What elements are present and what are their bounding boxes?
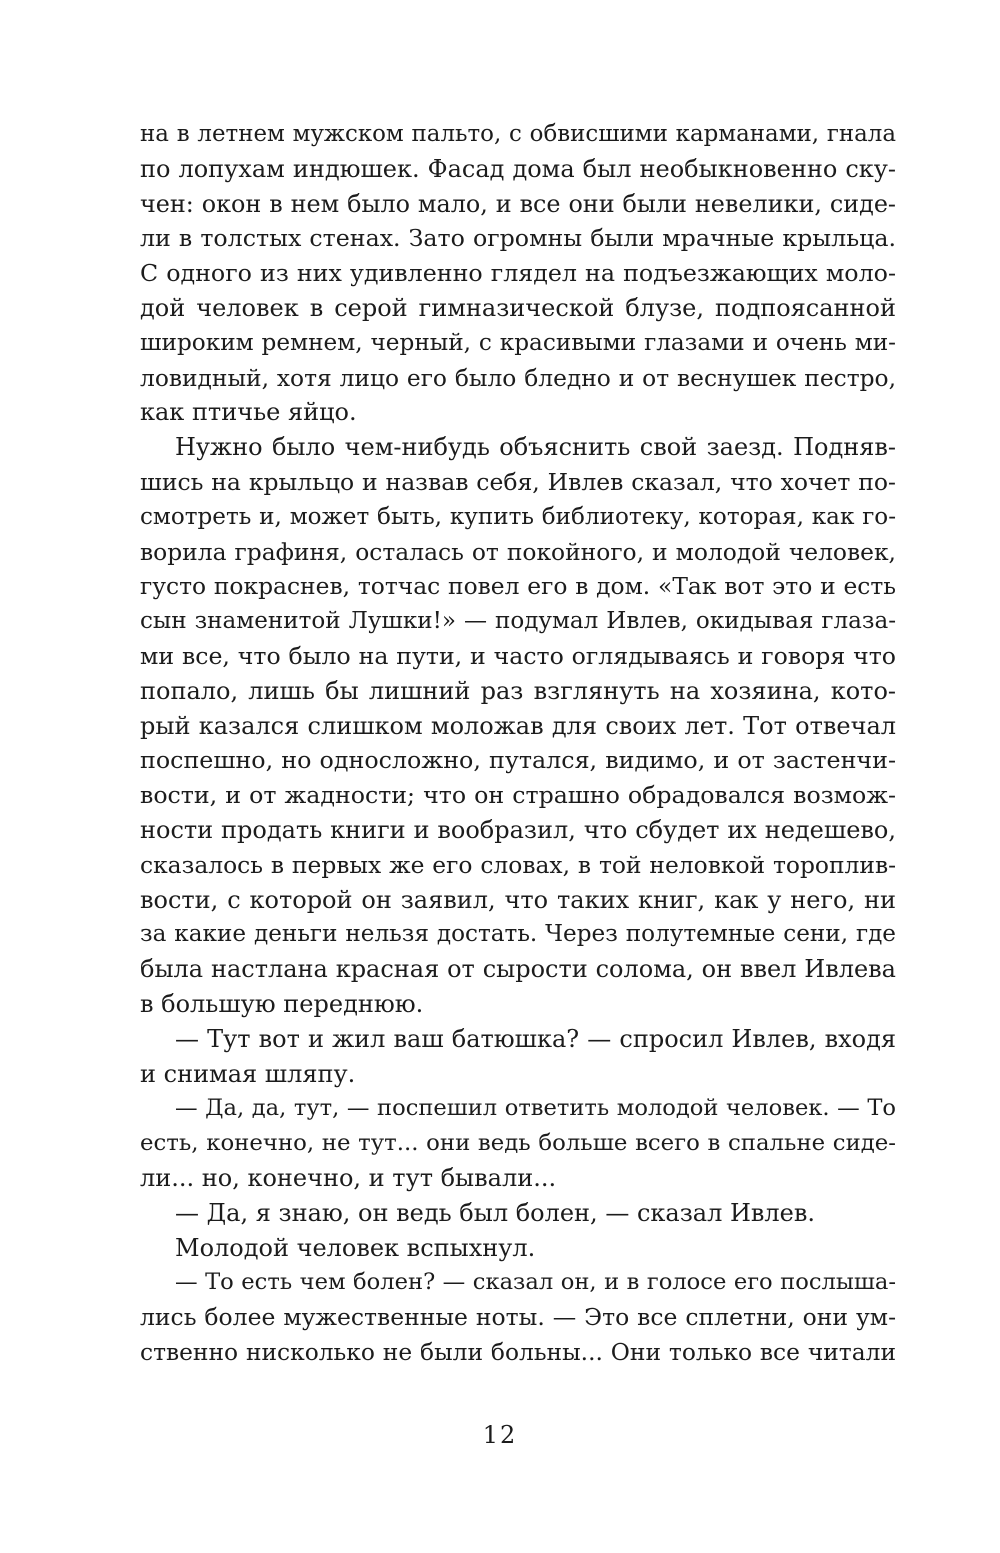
text-line: и снимая шляпу. — [140, 1059, 356, 1088]
text-line: — То есть чем болен? — сказал он, и в голосе его послыша- — [175, 1269, 896, 1296]
text-line: лись более мужественные ноты. — Это все сплетни, они ум- — [140, 1303, 896, 1332]
text-line: попало, лишь бы лишний раз взглянуть на хозяина, кото- — [140, 676, 896, 705]
text-line: ли в толстых стенах. Зато огромны были мрачные крыльца. — [140, 224, 896, 253]
text-line: густо покраснев, тотчас повел его в дом. «Так вот это и есть — [140, 572, 896, 601]
text-line: в большую переднюю. — [140, 989, 424, 1018]
text-line: ственно нисколько не были больны... Они только все читали — [140, 1337, 896, 1366]
text-line: ловидный, хотя лицо его было бледно и от веснушек пестро, — [140, 363, 896, 392]
text-line: поспешно, но односложно, путался, видимо, и от застенчи- — [140, 746, 896, 775]
text-line: шись на крыльцо и назвав себя, Ивлев сказал, что хочет по- — [140, 467, 896, 496]
text-line: по лопухам индюшек. Фасад дома был необыкновенно ску- — [140, 154, 896, 183]
text-line: Молодой человек вспыхнул. — [175, 1233, 536, 1262]
text-line: дой человек в серой гимназической блузе, подпоясанной — [140, 293, 896, 322]
text-line: ворила графиня, осталась от покойного, и молодой человек, — [140, 537, 896, 566]
text-line: за какие деньги нельзя достать. Через полутемные сени, где — [140, 921, 896, 948]
text-line: смотреть и, может быть, купить библиотеку, которая, как го- — [140, 503, 896, 530]
body-text — [140, 117, 896, 1370]
text-line: ности продать книги и вообразил, что сбудет их недешево, — [140, 815, 896, 844]
text-line: ли... но, конечно, и тут бывали... — [140, 1163, 557, 1192]
text-line: чен: окон в нем было мало, и все они были невелики, сиде- — [140, 189, 896, 218]
text-line: Нужно было чем-нибудь объяснить свой заезд. Подняв- — [175, 433, 896, 462]
text-line: на в летнем мужском пальто, с обвисшими карманами, гнала — [140, 121, 896, 147]
text-line: ми все, что было на пути, и часто оглядываясь и говоря что — [140, 641, 896, 670]
text-line: есть, конечно, не тут... они ведь больше всего в спальне сиде- — [140, 1130, 896, 1157]
text-line: вости, и от жадности; что он страшно обрадовался возмож- — [140, 781, 896, 810]
text-line: сказалось в первых же его словах, в той неловкой тороплив- — [140, 850, 896, 879]
text-line: сын знаменитой Лушки!» — подумал Ивлев, окидывая глаза- — [140, 608, 896, 635]
text-line: — Да, я знаю, он ведь был болен, — сказал Ивлев. — [175, 1198, 815, 1227]
text-line: как птичье яйцо. — [140, 398, 357, 427]
page-number: 12 — [482, 1421, 518, 1449]
text-line: была настлана красная от сырости солома, он ввел Ивлева — [140, 955, 896, 984]
text-line: С одного из них удивленно глядел на подъезжающих моло- — [140, 259, 896, 288]
text-line: вости, с которой он заявил, что таких книг, как у него, ни — [140, 885, 896, 914]
text-line: широким ремнем, черный, с красивыми глазами и очень ми- — [140, 328, 896, 356]
text-line: — Да, да, тут, — поспешил ответить молодой человек. — То — [175, 1095, 896, 1122]
text-line: — Тут вот и жил ваш батюшка? — спросил Ивлев, входя — [175, 1024, 896, 1053]
text-line: рый казался слишком моложав для своих лет. Тот отвечал — [140, 711, 896, 740]
